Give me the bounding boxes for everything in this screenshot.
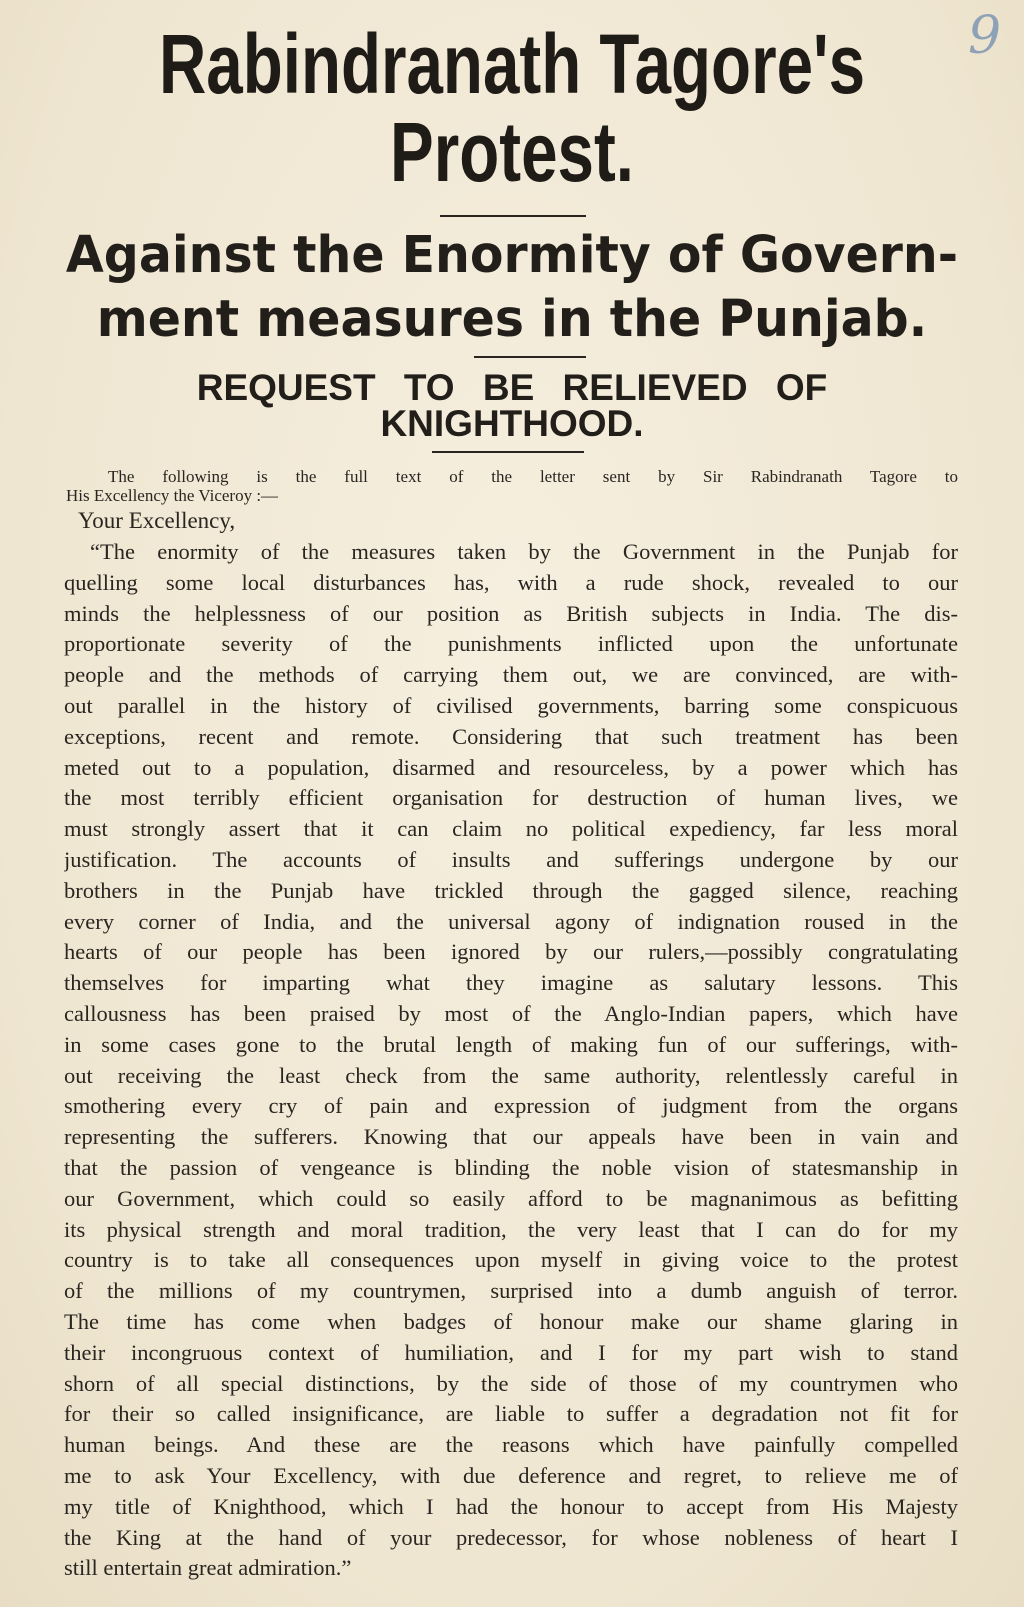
letter-line: proportionate severity of the punishments inflicted upon the unfortunate — [64, 631, 958, 657]
letter-line: human beings. And these are the reasons which have painfully compelled — [64, 1432, 958, 1458]
letter-line: quelling some local disturbances has, with a rude shock, revealed to our — [64, 569, 958, 595]
letter-line: “The enormity of the measures taken by the Government in the Punjab for — [90, 539, 958, 564]
divider-rule-2 — [474, 356, 586, 358]
subtitle-line-2: ment measures in the Punjab. — [96, 290, 928, 349]
letter-line: smothering every cry of pain and expression of judgment from the organs — [64, 1093, 958, 1119]
letter-line: its physical strength and moral tradition, the very least that I can do for my — [64, 1216, 958, 1242]
letter-line: themselves for imparting what they imagine as salutary lessons. This — [64, 970, 958, 996]
letter-line: people and the methods of carrying them out, we are convinced, are with- — [64, 662, 958, 688]
divider-rule-1 — [440, 215, 586, 217]
letter-line: representing the sufferers. Knowing that our appeals have been in vain and — [64, 1124, 958, 1150]
letter-line: exceptions, recent and remote. Considering that such treatment has been — [64, 723, 958, 749]
divider-rule-3 — [432, 451, 584, 453]
subtitle-line-1: Against the Enormity of Govern- — [65, 226, 959, 285]
letter-line: their incongruous context of humiliation, and I for my part wish to stand — [64, 1339, 958, 1365]
request-line-1: REQUEST TO BE RELIEVED OF — [196, 367, 828, 408]
request-line-2: KNIGHTHOOD. — [380, 403, 644, 444]
letter-line: my title of Knighthood, which I had the honour to accept from His Majesty — [64, 1493, 958, 1519]
letter-line: country is to take all consequences upon myself in giving voice to the protest — [64, 1247, 958, 1273]
letter-line: that the passion of vengeance is blinding the noble vision of statesmanship in — [64, 1154, 958, 1180]
letter-line: justification. The accounts of insults and sufferings undergone by our — [64, 846, 958, 872]
margin-pencil-mark: 9 — [968, 6, 1002, 66]
title-line-1: Rabindranath Tagore's — [158, 17, 866, 111]
letter-body — [64, 537, 958, 1584]
letter-line: brothers in the Punjab have trickled through the gagged silence, reaching — [64, 877, 958, 903]
intro-line-1: The following is the full text of the letter sent by Sir Rabindranath Tagore to — [108, 467, 958, 486]
letter-line: every corner of India, and the universal agony of indignation roused in the — [64, 908, 958, 934]
letter-line: of the millions of my countrymen, surprised into a dumb anguish of terror. — [64, 1278, 958, 1304]
letter-greeting: Your Excellency, — [78, 508, 236, 533]
letter-line: must strongly assert that it can claim no political expediency, far less moral — [64, 816, 958, 842]
letter-line: shorn of all special distinctions, by the side of those of my countrymen who — [64, 1370, 958, 1396]
letter-line: for their so called insignificance, are liable to suffer a degradation not fit for — [64, 1401, 958, 1427]
letter-line: minds the helplessness of our position as British subjects in India. The dis- — [64, 600, 958, 626]
letter-line: our Government, which could so easily afford to be magnanimous as befitting — [64, 1185, 958, 1211]
letter-line: the King at the hand of your predecessor, for whose nobleness of heart I — [64, 1524, 958, 1550]
letter-line: callousness has been praised by most of the Anglo-Indian papers, which have — [64, 1000, 958, 1026]
letter-line: me to ask Your Excellency, with due deference and regret, to relieve me of — [64, 1462, 958, 1488]
letter-line: hearts of our people has been ignored by our rulers,—possibly congratulating — [64, 939, 958, 965]
intro-note — [66, 467, 958, 505]
letter-line: in some cases gone to the brutal length of making fun of our sufferings, with- — [64, 1031, 958, 1057]
title-line-2: Protest. — [390, 105, 634, 199]
letter-line: out receiving the least check from the same authority, relentlessly careful in — [64, 1062, 958, 1088]
letter-line: The time has come when badges of honour make our shame glaring in — [64, 1308, 958, 1334]
letter-line: meted out to a population, disarmed and resourceless, by a power which has — [64, 754, 958, 780]
intro-line-2: His Excellency the Viceroy :— — [66, 486, 279, 505]
letter-line: still entertain great admiration.” — [64, 1555, 352, 1581]
letter-line: out parallel in the history of civilised governments, barring some conspicuous — [64, 692, 958, 718]
letter-line: the most terribly efficient organisation for destruction of human lives, we — [64, 785, 958, 811]
